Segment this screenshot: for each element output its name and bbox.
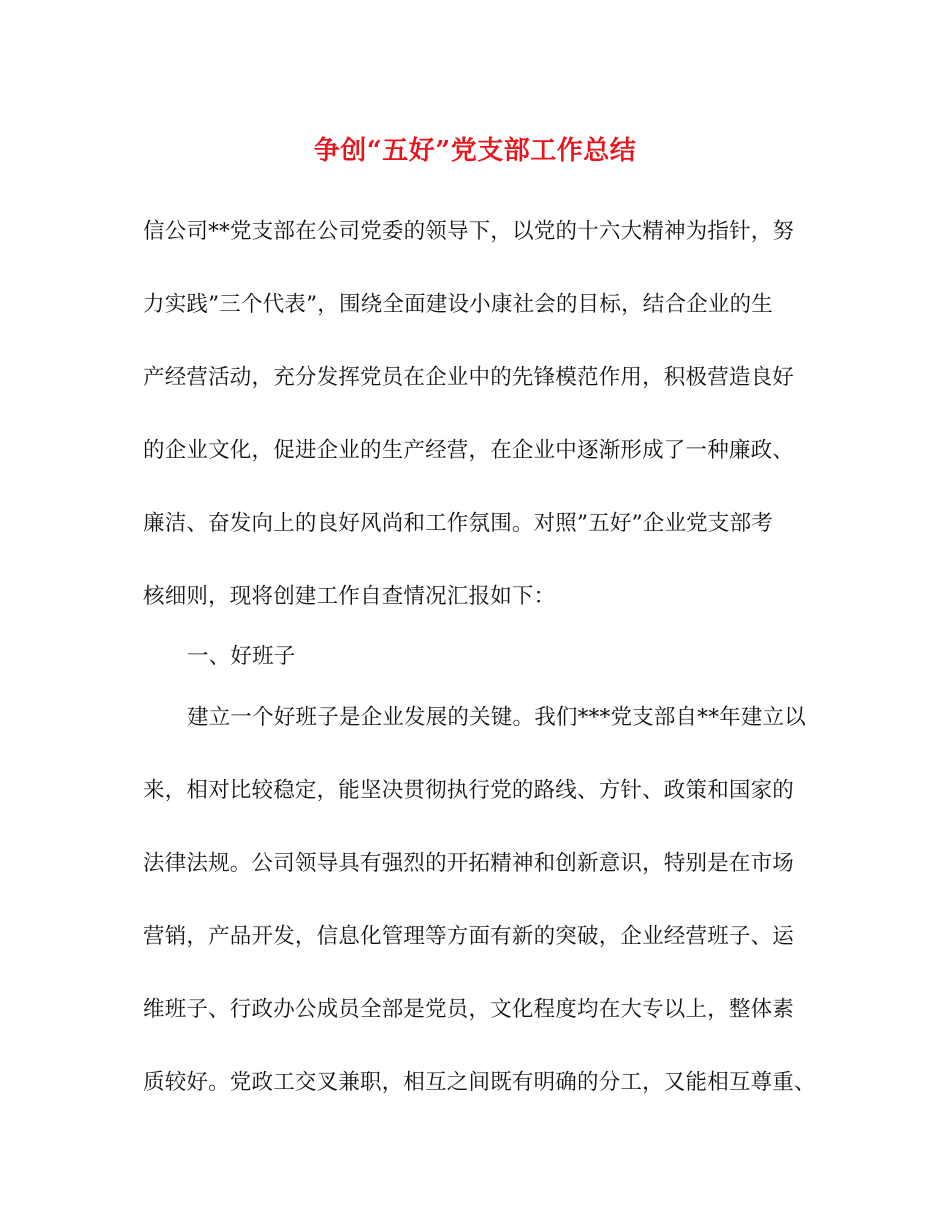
paragraph-line: 维班子、行政办公成员全部是党员，文化程度均在大专以上，整体素 xyxy=(143,997,795,1022)
paragraph-line: 的企业文化，促进企业的生产经营，在企业中逐渐形成了一种廉政、 xyxy=(143,438,795,463)
paragraph-line: 廉洁、奋发向上的良好风尚和工作氛围。对照”五好”企业党支部考 xyxy=(143,511,773,536)
paragraph-line: 核细则，现将创建工作自查情况汇报如下： xyxy=(143,584,556,609)
paragraph-line: 质较好。党政工交叉兼职，相互之间既有明确的分工，又能相互尊重、 xyxy=(143,1070,816,1095)
paragraph-line: 信公司**党支部在公司党委的领导下，以党的十六大精神为指针，努 xyxy=(143,219,795,244)
document-title: 争创“五好”党支部工作总结 xyxy=(313,136,637,166)
paragraph-line: 建立一个好班子是企业发展的关键。我们***党支部自**年建立以 xyxy=(187,705,806,730)
paragraph-line: 来，相对比较稳定，能坚决贯彻执行党的路线、方针、政策和国家的 xyxy=(143,778,795,803)
paragraph-line: 营销，产品开发，信息化管理等方面有新的突破，企业经营班子、运 xyxy=(143,924,795,949)
paragraph-line: 力实践”三个代表”，围绕全面建设小康社会的目标，结合企业的生 xyxy=(143,292,773,317)
paragraph-line: 法律法规。公司领导具有强烈的开拓精神和创新意识，特别是在市场 xyxy=(143,851,795,876)
paragraph-line: 产经营活动，充分发挥党员在企业中的先锋模范作用，积极营造良好 xyxy=(143,365,795,390)
section-heading: 一、好班子 xyxy=(187,644,296,669)
